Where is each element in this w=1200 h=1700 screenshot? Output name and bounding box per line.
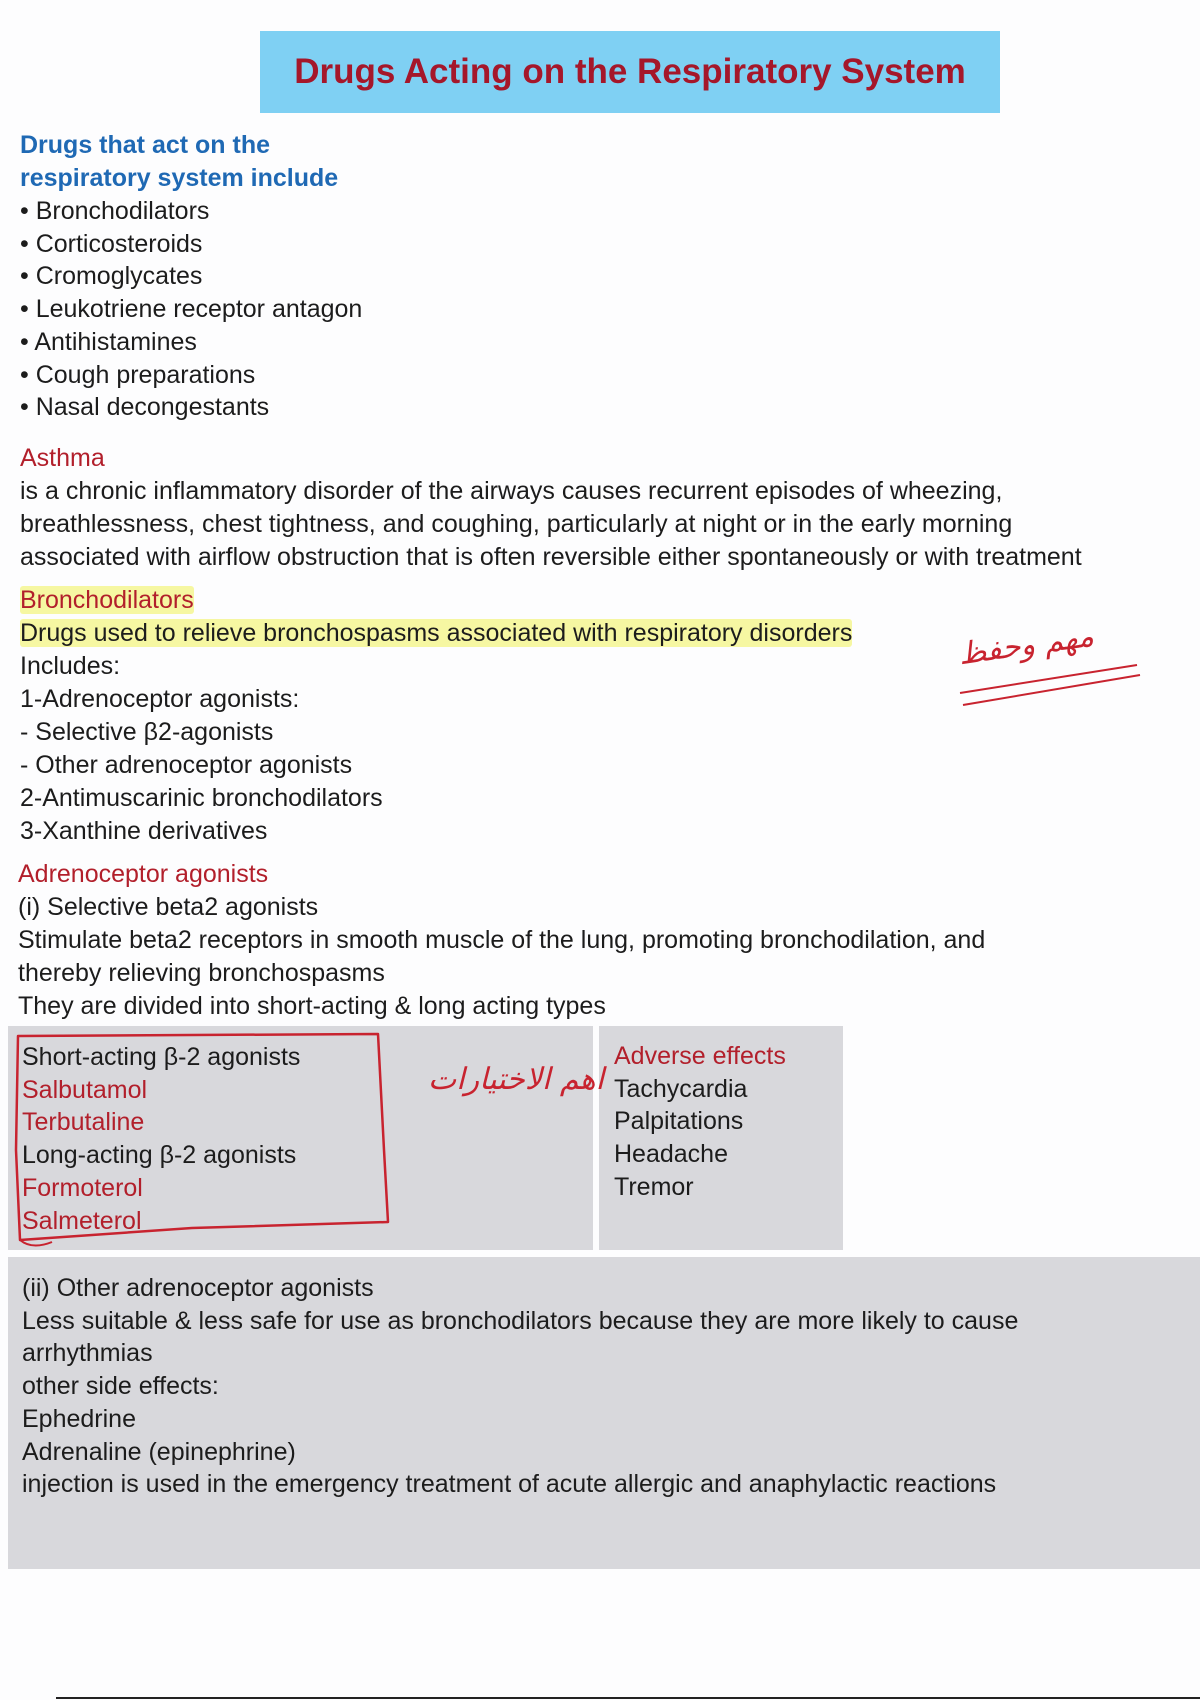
adverse-heading: Adverse effects xyxy=(614,1042,786,1070)
handwritten-box xyxy=(12,1030,392,1255)
other-agonists-text xyxy=(22,1272,1018,1501)
handwritten-note-important: مهم وحفظ xyxy=(956,618,1096,673)
adverse-list xyxy=(614,1040,786,1204)
list-item: • Corticosteroids xyxy=(20,228,362,261)
adrenoceptor-line: Stimulate beta2 receptors in smooth muscle of the lung, promoting bronchodilation, and xyxy=(18,926,986,954)
bronchodilators-line: 1-Adrenoceptor agonists: xyxy=(20,685,300,713)
title-banner xyxy=(260,31,1000,113)
asthma-line: is a chronic inflammatory disorder of the airways causes recurrent episodes of wheezing, xyxy=(20,477,1003,505)
bronchodilators-definition: Drugs used to relieve bronchospasms associated with respiratory disorders xyxy=(20,619,853,647)
drug-name: Formoterol xyxy=(22,1173,143,1202)
asthma-line: associated with airflow obstruction that is often reversible either spontaneously or with treatment xyxy=(20,543,1082,571)
adrenoceptor-line: (i) Selective beta2 agonists xyxy=(18,893,319,921)
bottom-divider xyxy=(56,1697,1200,1699)
bronchodilators-line: 3-Xanthine derivatives xyxy=(20,817,268,845)
bronchodilators-line: Includes: xyxy=(20,652,121,680)
other-agonists-line: arrhythmias xyxy=(22,1339,153,1368)
drug-name: Terbutaline xyxy=(22,1108,145,1137)
adrenoceptor-line: They are divided into short-acting & long acting types xyxy=(18,992,606,1020)
bronchodilators-section xyxy=(20,584,852,848)
asthma-line: breathlessness, chest tightness, and coughing, particularly at night or in the early morning xyxy=(20,510,1013,538)
list-item: • Leukotriene receptor antagon xyxy=(20,293,362,326)
other-agonists-line: (ii) Other adrenoceptor agonists xyxy=(22,1274,374,1302)
page-title: Drugs Acting on the Respiratory System xyxy=(294,52,966,91)
drug-class-list xyxy=(20,195,362,424)
adverse-item: Palpitations xyxy=(614,1107,744,1136)
handwritten-note-top-choices: اهم الاختيارات xyxy=(428,1062,604,1097)
other-agonists-line: other side effects: xyxy=(22,1372,219,1401)
list-item: • Cough preparations xyxy=(20,359,362,392)
long-acting-heading: Long-acting β-2 agonists xyxy=(22,1141,297,1170)
other-agonists-line: Adrenaline (epinephrine) xyxy=(22,1437,296,1466)
adverse-item: Tremor xyxy=(614,1172,694,1201)
handwritten-underline xyxy=(955,655,1145,715)
adrenoceptor-heading: Adrenoceptor agonists xyxy=(18,860,269,888)
short-acting-heading: Short-acting β-2 agonists xyxy=(22,1043,301,1071)
list-item: • Bronchodilators xyxy=(20,195,362,228)
intro-section xyxy=(20,129,362,424)
other-agonists-line: Less suitable & less safe for use as bronchodilators because they are more likely to cause xyxy=(22,1306,1019,1335)
adrenoceptor-line: thereby relieving bronchospasms xyxy=(18,959,385,987)
other-agonists-line: injection is used in the emergency treatment of acute allergic and anaphylactic reactions xyxy=(22,1470,997,1499)
intro-heading-line1: Drugs that act on the xyxy=(20,131,271,159)
bronchodilators-line: - Selective β2-agonists xyxy=(20,718,274,746)
drug-name: Salmeterol xyxy=(22,1206,142,1235)
list-item: • Nasal decongestants xyxy=(20,391,362,424)
other-agonists-line: Ephedrine xyxy=(22,1404,136,1433)
asthma-section xyxy=(20,442,1082,574)
intro-heading-line2: respiratory system include xyxy=(20,164,339,192)
adrenoceptor-section xyxy=(18,858,985,1023)
adverse-item: Headache xyxy=(614,1140,728,1169)
asthma-heading: Asthma xyxy=(20,444,105,472)
bronchodilators-line: - Other adrenoceptor agonists xyxy=(20,751,353,779)
bronchodilators-line: 2-Antimuscarinic bronchodilators xyxy=(20,784,383,812)
adverse-item: Tachycardia xyxy=(614,1074,748,1103)
list-item: • Antihistamines xyxy=(20,326,362,359)
drug-name: Salbutamol xyxy=(22,1075,148,1104)
bronchodilators-heading: Bronchodilators xyxy=(20,586,194,614)
list-item: • Cromoglycates xyxy=(20,260,362,293)
